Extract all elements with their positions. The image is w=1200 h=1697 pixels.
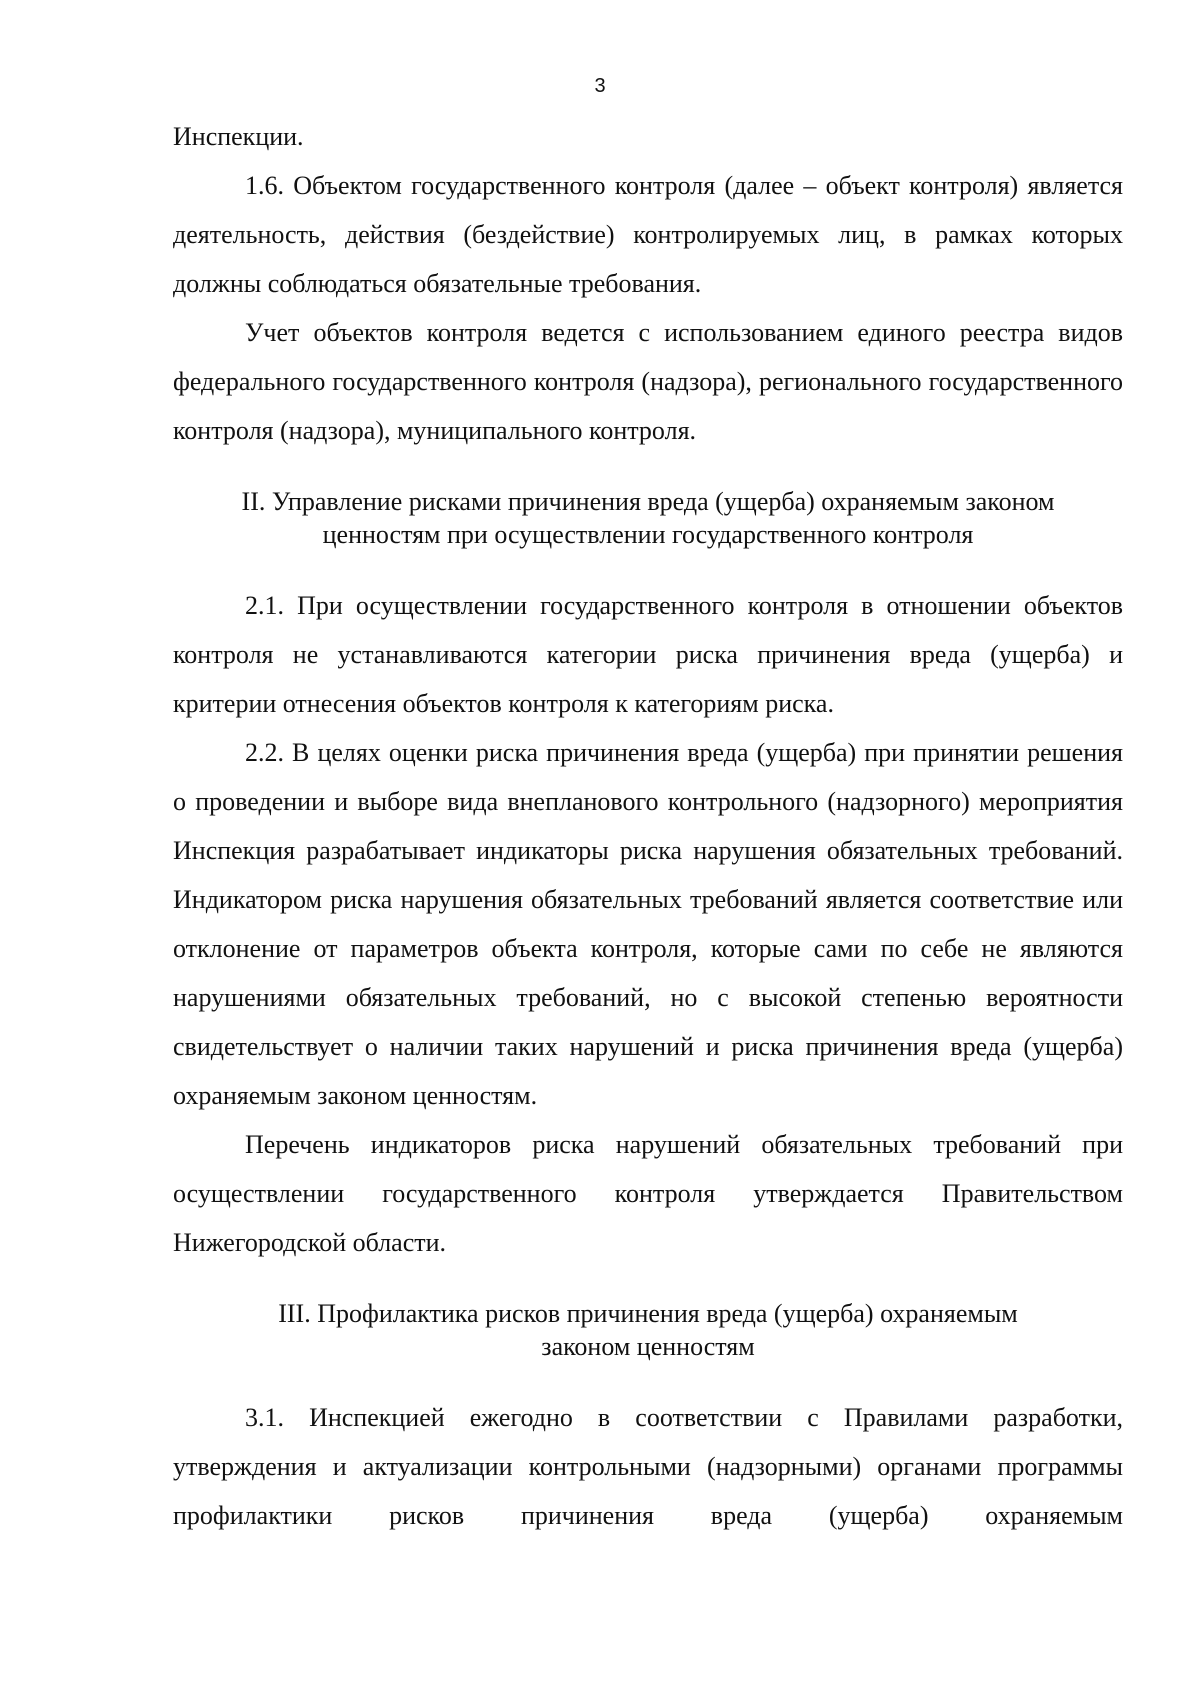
document-body — [173, 112, 1123, 1540]
paragraph-continuation: Инспекции. — [173, 122, 304, 151]
paragraph-1-6: 1.6. Объектом государственного контроля (далее – объект контроля) является деятельность, действия (бездействие) контролируемых лиц, в рамках которых должны соблюдаться обязательные требования. — [173, 171, 1123, 298]
paragraph-2-1: 2.1. При осуществлении государственного контроля в отношении объектов контроля не устанавливаются категории риска причинения вреда (ущерба) и критерии отнесения объектов контроля к категориям риска. — [173, 591, 1123, 718]
paragraph-3-1: 3.1. Инспекцией ежегодно в соответствии с Правилами разработки, утверждения и актуализации контрольными (надзорными) органами программы профилактики рисков причинения вреда (ущерба) охраняемым — [173, 1403, 1123, 1530]
section-heading-2 — [173, 485, 1123, 551]
paragraph-2-2: 2.2. В целях оценки риска причинения вреда (ущерба) при принятии решения о проведении и выборе вида внепланового контрольного (надзорного) мероприятия Инспекция разрабатывает индикаторы риска нарушения обязательных требований. Индикатором риска нарушения обязательных требований является соответствие или отклонение от параметров объекта контроля, которые сами по себе не являются нарушениями обязательных требований, но с высокой степенью вероятности свидетельствует о наличии таких нарушений и риска причинения вреда (ущерба) охраняемым законом ценностям. — [173, 738, 1123, 1110]
section-heading-3-line1: III. Профилактика рисков причинения вреда (ущерба) охраняемым — [278, 1299, 1018, 1328]
section-heading-3 — [173, 1297, 1123, 1363]
section-heading-2-line1: II. Управление рисками причинения вреда (ущерба) охраняемым законом — [241, 487, 1055, 516]
page-number: 3 — [594, 75, 606, 97]
paragraph-registry: Учет объектов контроля ведется с использованием единого реестра видов федерального государственного контроля (надзора), регионального государственного контроля (надзора), муниципального контроля. — [173, 318, 1123, 445]
section-heading-3-line2: законом ценностям — [541, 1332, 755, 1361]
paragraph-indicators-list: Перечень индикаторов риска нарушений обязательных требований при осуществлении государственного контроля утверждается Правительством Нижегородской области. — [173, 1130, 1123, 1257]
section-heading-2-line2: ценностям при осуществлении государственного контроля — [322, 520, 974, 549]
